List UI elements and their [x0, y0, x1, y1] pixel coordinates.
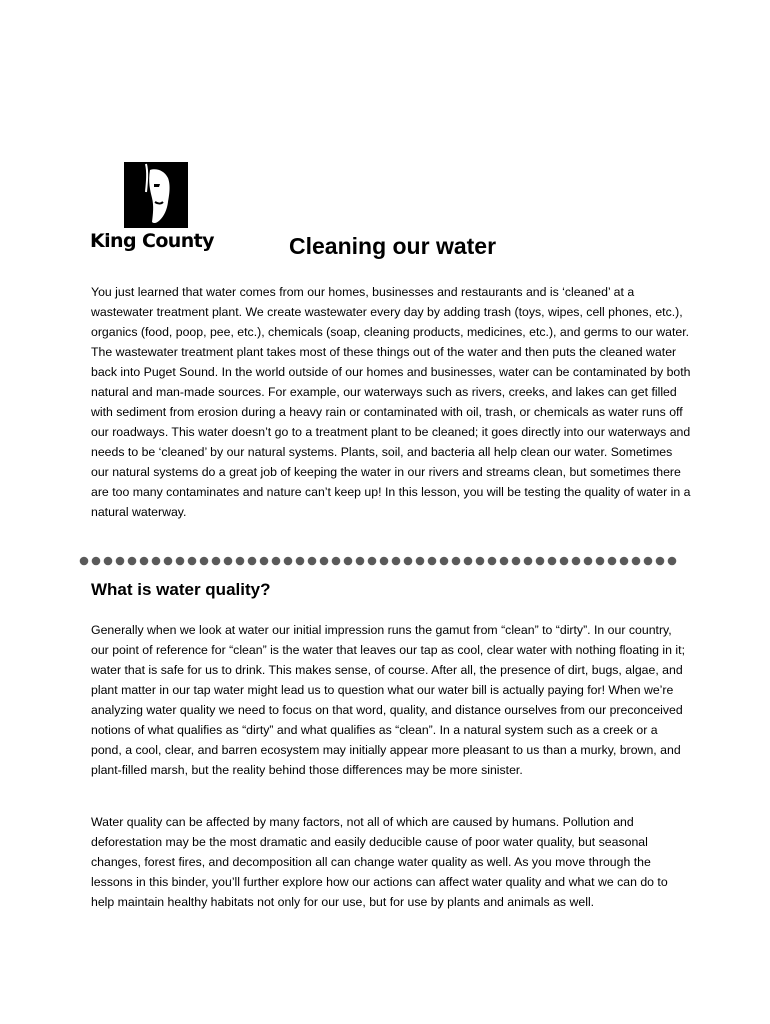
divider-dot — [176, 557, 185, 566]
divider-dot — [236, 557, 245, 566]
divider-dot — [416, 557, 425, 566]
divider-dot — [104, 557, 113, 566]
divider-dot — [344, 557, 353, 566]
divider-dot — [248, 557, 257, 566]
divider-dot — [524, 557, 533, 566]
divider-dot — [428, 557, 437, 566]
divider-dot — [632, 557, 641, 566]
divider-dot — [536, 557, 545, 566]
divider-dot — [608, 557, 617, 566]
divider-dot — [320, 557, 329, 566]
divider-dot — [164, 557, 173, 566]
divider-dot — [260, 557, 269, 566]
divider-dot — [92, 557, 101, 566]
divider-dot — [380, 557, 389, 566]
divider-dot — [284, 557, 293, 566]
divider-dot — [488, 557, 497, 566]
divider-dot — [596, 557, 605, 566]
divider-dot — [452, 557, 461, 566]
divider-dot — [80, 557, 89, 566]
divider-dot — [296, 557, 305, 566]
divider-dot — [392, 557, 401, 566]
divider-dot — [116, 557, 125, 566]
divider-dot — [464, 557, 473, 566]
divider-dot — [212, 557, 221, 566]
divider-dot — [584, 557, 593, 566]
divider-dot — [200, 557, 209, 566]
divider-dot — [620, 557, 629, 566]
divider-dot — [224, 557, 233, 566]
divider-dot — [476, 557, 485, 566]
divider-dot — [500, 557, 509, 566]
divider-dot — [644, 557, 653, 566]
divider-dot — [572, 557, 581, 566]
divider-dot — [308, 557, 317, 566]
divider-dot — [140, 557, 149, 566]
divider-dot — [440, 557, 449, 566]
king-county-portrait-icon — [124, 162, 188, 228]
divider-dot — [668, 557, 677, 566]
intro-paragraph: You just learned that water comes from our homes, businesses and restaurants and is ‘cleaned’ at a wastewater treatment plant. We create wastewater every day by adding trash (toys, wipes, cell phones, etc.), organics (food, poop, pee, etc.), chemicals (soap, cleaning products, medicines, etc.), and germs to our water. The wastewater treatment plant takes most of these things out of the water and then puts the cleaned water back into Puget Sound. In the world outside of our homes and businesses, water can be contaminated by both natural and man-made sources. For example, our waterways such as rivers, creeks, and lakes can get filled with sediment from erosion during a heavy rain or contaminated with oil, trash, or chemicals as water runs off our roadways. This water doesn’t go to a treatment plant to be cleaned; it goes directly into our waterways and needs to be ‘cleaned’ by our natural systems. Plants, soil, and bacteria all help clean our water. Sometimes our natural systems do a great job of keeping the water in our rivers and streams clean, but sometimes there are too many contaminates and nature can’t keep up! In this lesson, you will be testing the quality of water in a natural waterway. — [91, 285, 691, 519]
divider-dot — [356, 557, 365, 566]
body-paragraph: Water quality can be affected by many factors, not all of which are caused by humans. Pollution and deforestation may be the most dramatic and easily deducible cause of poor water quality, but seasonal changes, forest fires, and decomposition all can change water quality as well. As you move through the lessons in this binder, you’ll further explore how our actions can affect water quality and what we can do to help maintain healthy habitats not only for our use, but for use by plants and animals as well. — [91, 815, 668, 909]
divider-dot — [152, 557, 161, 566]
divider-dot — [272, 557, 281, 566]
divider-dot — [560, 557, 569, 566]
divider-dot — [188, 557, 197, 566]
page-title: Cleaning our water — [289, 233, 497, 259]
divider-dot — [332, 557, 341, 566]
divider-dot — [404, 557, 413, 566]
divider-dot — [512, 557, 521, 566]
logo-wordmark: King County — [90, 230, 214, 252]
divider-dot — [128, 557, 137, 566]
divider-dot — [656, 557, 665, 566]
divider-dot — [368, 557, 377, 566]
body-paragraph: Generally when we look at water our initial impression runs the gamut from “clean” to “dirty”. In our country, our point of reference for “clean” is the water that leaves our tap as cool, clear water with nothing floating in it; water that is safe for us to drink. This makes sense, of course. After all, the presence of dirt, bugs, algae, and plant matter in our tap water might lead us to question what our water bill is actually paying for! When we’re analyzing water quality we need to focus on that word, quality, and distance ourselves from our preconceived notions of what qualifies as “dirty” and what qualifies as “clean”. In a natural system such as a creek or a pond, a cool, clear, and barren ecosystem may initially appear more pleasant to us than a murky, brown, and plant-filled marsh, but the reality behind those differences may be more sinister. — [91, 623, 685, 777]
section-heading: What is water quality? — [91, 580, 271, 599]
divider-dot — [548, 557, 557, 566]
king-county-logo — [90, 160, 225, 260]
dotted-divider — [78, 554, 678, 568]
